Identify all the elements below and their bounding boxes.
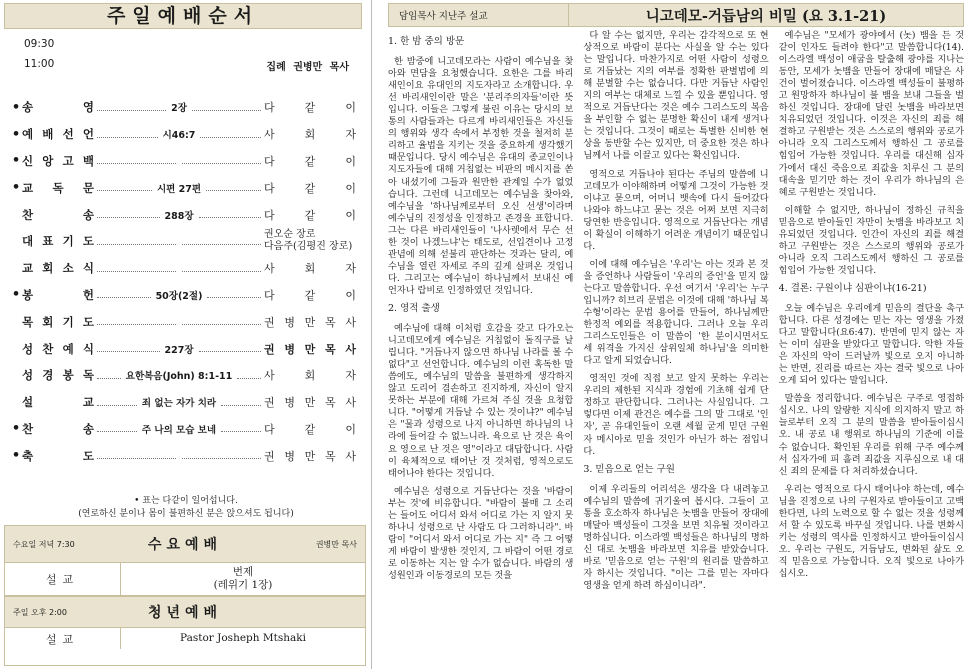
order-row [10, 282, 366, 309]
sermon-paragraph: 다 알 수는 없지만, 우리는 감각적으로 또 현상적으로 바람이 분다는 사실을 알 수는 있다는 말입니다. 마찬가지로 어떤 사람이 성령으로 거듭났는 지의 여부를 정확한 판별법에 의해 분별할 수는 없습니다. 다만 거듭난 사람인지의 여부는 대체로 느낄 수 있을 뿐입니다. 영적으로 거듭난다는 것은 예수 그리스도의 복음을 부인할 수 없는 분명한 확신이 내게 생겨나는 것입니다. 그것이 때로는 특별한 신비한 현상을 동반할 수는 있지만, 더 중요한 것은 하나님께서 나를 이끌고 있다는 확신입니다. [583, 30, 769, 162]
order-item-name: 교 독 문 [22, 180, 94, 195]
sermon-column-2 [583, 30, 768, 666]
order-item-name: 설 교 [22, 395, 94, 410]
sermon-paragraph: 예수님은 성령으로 거듭난다는 것을 '바람이 부는 것'에 비유합니다. "바람이 불매 그 소리는 들어도 어디서 와서 어디로 가는 지 알지 못하나니 성령으로 난 사람도 다 그러하니라". 바람이 "어디서 와서 어디로 가는 지" 즉 그 어떻게 바람이 발생한 것인지, 그 바람이 어떤 경로로 이동하는 지는 알 수가 없습니다. 바람의 생성원인과 이동경로의 모든 것을 [388, 485, 574, 581]
worship-order-page [0, 0, 372, 669]
order-row [10, 174, 366, 201]
order-item-reference: 50장(2절) [155, 290, 203, 302]
order-item-detail [94, 422, 264, 436]
worship-order-banner: 주일예배순서 [4, 3, 362, 29]
order-item-name: 신 앙 고 백 [22, 153, 94, 168]
wednesday-service-title: 수요예배 [147, 537, 223, 553]
youth-sermon-preacher: Pastor Josheph Mtshaki [180, 632, 306, 644]
seating-note: (연로하신 분이나 몸이 불편하신 분은 앉으셔도 됩니다) [78, 509, 294, 519]
wednesday-sermon-label: 설교 [5, 563, 121, 595]
order-item-detail [94, 100, 264, 114]
order-item-name: 찬 송 [22, 421, 94, 436]
standing-bullet: • [11, 126, 21, 142]
order-item-reference: 227장 [164, 344, 194, 356]
sermon-paragraph: 예수님은 "모세가 광야에서 (놋) 뱀을 든 것 같이 인자도 들려야 한다"고 말씀합니다(14). 이스라엘 백성이 애굽을 탈출해 광야를 지나는 동안, 모세가 놋뱀을 만들어 장대에 매달은 사건이 벌어졌습니다. 이스라엘 백성들이 불평하고 원망하자 하나님이 불 뱀을 보내 그들을 벌하신 것입니다. 장대에 달린 놋뱀을 바라보면 치유되었던 것입니다. 이것은 자신의 죄를 해결하고 구원받는 것은 스스로의 행위와 공로가 아니라 오직 그리스도께서 행하신 그 공로를 힘입어 가능한 것입니다. 우리를 대신해 십자가에서 대신 죽음으로 죄값을 치루신 그 분의 대속을 믿기만 하는 것이 우리가 하나님의 은혜로 구원받는 것입니다. [778, 30, 964, 198]
wednesday-sermon-passage: (레위기 1장) [213, 579, 273, 591]
sermon-paragraph: 영적으로 거듭나야 된다는 주님의 말씀에 니고데모가 이야해하며 어떻게 그것이 가능한 것이냐고 묻으며, 어머니 뱃속에 다시 들어갔다 나와야 하느냐고 묻는 것은 어쩌 보면 지극히 당연한 반응입니다. 영적으로 거듭난다는 개념이 확실이 이해하기 어려운 개념이기 때문입니다. [583, 168, 769, 252]
order-item-person: 권 병 만 목 사 [264, 396, 356, 410]
service-time-2: 11:00 [24, 58, 55, 70]
order-row [10, 362, 366, 389]
order-item-detail [94, 318, 264, 325]
sermon-paragraph: 이에 대해 예수님은 '우리'는 아는 것과 본 것을 증언하나 사람들이 '우리의 증언'을 믿지 않는다고 말씀합니다. 우선 여기서 '우리'는 누구입니까? 히브리 문법은 이것에 대해 '하나님 복수형'이라는 문법 용어를 만들어, 하나님께만 한정적 예외를 적용합니다. 그러나 오늘 우리 그리스도인들은 이 말씀이 '한 분이시면서도 세 위격을 가지신 삼위일체 하나님'을 의미한다고 알게 되었습니다. [583, 258, 769, 367]
order-item-name: 송 영 [22, 100, 94, 115]
order-row [10, 201, 366, 228]
order-item-detail [94, 127, 264, 141]
sermon-paragraph: 이해할 수 없지만, 하나님이 정하신 규칙을 믿음으로 받아들인 자만이 놋뱀을 바라보고 치유되었던 것입니다. 인간이 자신의 죄를 해결하고 구원받는 것은 스스로의 행위와 공로가 아니라 오직 그리스도께서 행하신 그 공로를 힘입어 가능한 것입니다. [778, 204, 964, 276]
order-item-name: 축 도 [22, 448, 94, 463]
order-row [10, 94, 366, 121]
order-item-person: 다 같 이 [264, 181, 356, 195]
youth-service-title: 청년예배 [147, 605, 223, 621]
youth-sermon-label: 설교 [5, 628, 121, 649]
order-item-name: 봉 헌 [22, 287, 94, 302]
sermon-paragraph: 예수님에 대해 이처럼 호감을 갖고 다가오는 니고데모에게 예수님은 거침없이 돌직구를 날립니다. "거듭나지 않으면 하나님 나라를 볼 수 없다"고 선언합니다. 예수님의 이런 혹독한 말씀에도, 예수님의 말씀을 불편하게 생각하지 않고 도리어 겸손하고 진지하게, 자신이 알지 못하는 부분에 대해 가르쳐 주실 것을 요청합니다. "어떻게 거듭날 수 있는 것이냐?" 예수님은 "물과 성령으로 나지 아니하면 하나님의 나라에 들어갈 수 없느니라. 육으로 난 것은 육이요 영으로 난 것은 영"이라고 대답합니다. 사람이 육체적으로 태어난 것 것처럼, 영적으로도 태어나야 한다는 것입니다. [388, 323, 574, 479]
sermon-paragraph: 우리는 영적으로 다시 태어나야 하는데, 예수님을 진정으로 나의 구원자로 받아들이고 고백한다면, 나의 노력으로 할 수 없는 것을 성령께서 할 수 있도록 바꾸실 것입니다. 나를 변화시키는 성령의 역사를 인정하시고 받아들이십시오. 우리는 구원도, 거듭남도, 변화된 삶도 오직 믿음으로 가능합니다. 오직 빛으로 나아가십시오. [778, 483, 964, 579]
sermon-paragraph: 말씀을 정리합니다. 예수님은 구주로 영접하십시오. 나의 알량한 지식에 의지하지 말고 하늘로부터 오직 그 분의 말씀을 받아들이십시오. 내 공로 내 행위로 하나님의 기준에 이를 수 없습니다. 확인된 우리를 위해 구주 예수께서 십자가에 피 흘려 죄값을 지루심으로 내 대신 죄의 문제를 다 처리하셨습니다. [778, 393, 964, 477]
order-item-detail [94, 342, 264, 356]
order-item-reference: 주 나의 모습 보네 [141, 424, 217, 436]
order-item-detail [94, 157, 264, 164]
worship-order-list [10, 94, 366, 469]
standing-note: • 표는 다같이 일어섭니다. [134, 496, 238, 506]
order-item-detail [94, 265, 264, 272]
order-row [10, 389, 366, 416]
order-row [10, 416, 366, 443]
order-item-name: 대 표 기 도 [22, 234, 94, 249]
order-item-detail [94, 452, 264, 459]
order-item-person: 다 같 이 [264, 208, 356, 222]
order-item-reference: 요한복음(John) 8:1-11 [125, 371, 233, 383]
standing-bullet: • [11, 99, 21, 115]
youth-service-time: 주일 오후 2:00 [13, 607, 67, 617]
sermon-page [388, 0, 965, 669]
wednesday-service-header [5, 526, 365, 563]
order-item-name: 성 찬 예 식 [22, 341, 94, 356]
sermon-title: 니고데모-거듭남의 비밀 (요 3.1-21) [569, 4, 963, 26]
sermon-columns [388, 30, 964, 666]
wednesday-sermon-topic: 번제 [232, 566, 254, 578]
order-item-reference: 시편 27편 [156, 183, 202, 195]
order-item-detail [94, 238, 264, 245]
standing-bullet: • [11, 287, 21, 303]
sermon-paragraph: 이제 우리들의 어리석은 생각을 다 내려놓고 예수님의 말씀에 귀기울여 봅시다. 그들이 고통을 호소하자 하나님은 놋뱀을 만들어 장대에 매달아 백성들이 그것을 보면 치유될 것이라고 명하십니다. 이스라엘 백성들은 하나님의 명하신 대로 놋뱀을 바라보면 치유를 받았습니다. 바로 '믿음으로 얻는 구원'의 원리를 말씀하고자 하시는 것입니다. "이는 그를 믿는 자마다 영생을 얻게 하려 하심이니라". [583, 483, 769, 592]
sermon-paragraph: 한 밤중에 니고데모라는 사람이 예수님을 찾아와 면담을 요청했습니다. 요한은 그를 바리새인이요 유대인의 지도자라고 소개합니다. 우선 바리새인이란 말은 '분리주의자들'이란 뜻입니다. 이들은 그렇게 불린 이유는 당시의 보통의 사람들과는 다르게 바리새인들은 자신들의 행위와 생각 속에서 부정한 것을 철저히 분리하고 율법을 지키는 것을 중요하게 생각했기 때문입니다. 당시 예수님은 유대의 종교인이나 지도자들에 대해 거침없는 비판의 메시지를 쏟아 내셨기에 그들과 원만한 관계일 수가 없었습니다. 그런데 니고데모는 예수님을 찾아와, 예수님을 '하나님께로부터 오신 선생'이라며 예수님의 진정성을 인정하고 존경을 표합니다. 그는 다른 바리새인들이 '나사렛에서 무슨 선한 것이 나겠느냐'는 태도로, 선입견이나 고정관념에 의해 섣불리 판단하는 것과는 달리, 예수님을 열린 자세로 주의 깊게 살펴온 것입니다. 그리고는 예수님이 하나님께서 보내신 예언자나 랍비로 인정하였던 것입니다. [388, 56, 574, 296]
order-item-name: 찬 송 [22, 207, 94, 222]
order-item-detail [94, 181, 264, 195]
order-item-detail [94, 395, 264, 409]
order-item-name: 교 회 소 식 [22, 261, 94, 276]
wednesday-sermon-row [5, 563, 365, 596]
order-item-detail [94, 368, 264, 382]
order-row [10, 442, 366, 469]
order-item-name: 예 배 선 언 [22, 127, 94, 142]
wednesday-service-leader: 권병만 목사 [315, 539, 357, 549]
service-leader: 집례 권병만 목사 [266, 62, 349, 73]
standing-bullet: • [11, 153, 21, 169]
sermon-label: 담임목사 지난주 설교 [389, 4, 569, 26]
order-item-person: 다 같 이 [264, 154, 356, 168]
sermon-section-heading: 2. 영적 출생 [388, 302, 440, 314]
order-row [10, 335, 366, 362]
sermon-section-heading: 4. 결론: 구원이냐 심판이냐(16-21) [778, 282, 927, 294]
order-item-person: 사 회 자 [264, 369, 356, 383]
order-item-reference: 시46:7 [162, 130, 196, 142]
order-item-person: 다 같 이 [264, 101, 356, 115]
standing-bullet: • [11, 421, 21, 437]
youth-sermon-row [5, 628, 365, 649]
order-item-person: 권 병 만 목 사 [264, 315, 356, 329]
order-item-name: 목 회 기 도 [22, 314, 94, 329]
other-services-box [4, 525, 366, 666]
order-item-person: 사 회 자 [264, 128, 356, 142]
order-item-reference: 288장 [164, 210, 194, 222]
order-row [10, 228, 366, 255]
sermon-column-3 [779, 30, 964, 666]
order-row [10, 121, 366, 148]
youth-service-header [5, 596, 365, 628]
order-row [10, 308, 366, 335]
service-time-1: 09:30 [24, 38, 55, 50]
wednesday-sermon-value [121, 563, 365, 595]
order-item-reference: 2장 [171, 103, 187, 115]
sermon-section-heading: 3. 믿음으로 얻는 구원 [583, 463, 675, 475]
order-item-person: 권 병 만 목 사 [264, 342, 356, 356]
order-item-name: 성 경 봉 독 [22, 368, 94, 383]
standing-bullet: • [11, 180, 21, 196]
order-item-person: 권오순 장로 다음주(김평진 장로) [264, 229, 353, 253]
sermon-paragraph: 오늘 예수님은 우리에게 믿음의 결단을 촉구합니다. 다른 성경에는 믿는 자는 영생을 가졌다고 말합니다(요6:47). 반면에 믿지 않는 자는 이미 심판을 받았다고 말합니다. 악한 자들은 자신의 악이 드러날까 빛으로 오지 아니하는 반면, 진리를 따르는 자는 결국 빛으로 나아오게 되어 있다는 말입니다. [778, 302, 964, 387]
order-item-detail [94, 208, 264, 222]
order-item-person: 다 같 이 [264, 422, 356, 436]
order-row [10, 148, 366, 175]
order-item-person: 다 같 이 [264, 288, 356, 302]
order-item-detail [94, 288, 264, 302]
standing-bullet: • [11, 448, 21, 464]
order-item-person: 사 회 자 [264, 262, 356, 276]
sermon-section-heading: 1. 한 밤 중의 방문 [388, 36, 465, 47]
order-item-person: 권 병 만 목 사 [264, 449, 356, 463]
sermon-header [388, 3, 964, 27]
sermon-paragraph: 영적인 것에 직접 보고 알지 못하는 우리는 우리의 제한된 지식과 경험에 기초해 쉽게 단정하고 판단합니다. 그러나는 사실입니다. 그렇다면 이제 관건은 예수를 그의 말 그대로 '인자', 곧 유대인들이 오랜 세월 굳게 믿던 구원자 메시아로 믿을 것인가 아닌가 하는 점입니다. [583, 373, 769, 457]
wednesday-service-time: 수요일 저녁 7:30 [13, 539, 75, 549]
order-row [10, 255, 366, 282]
order-item-reference: 죄 없는 자가 치라 [141, 398, 217, 410]
sermon-column-1 [388, 30, 573, 666]
